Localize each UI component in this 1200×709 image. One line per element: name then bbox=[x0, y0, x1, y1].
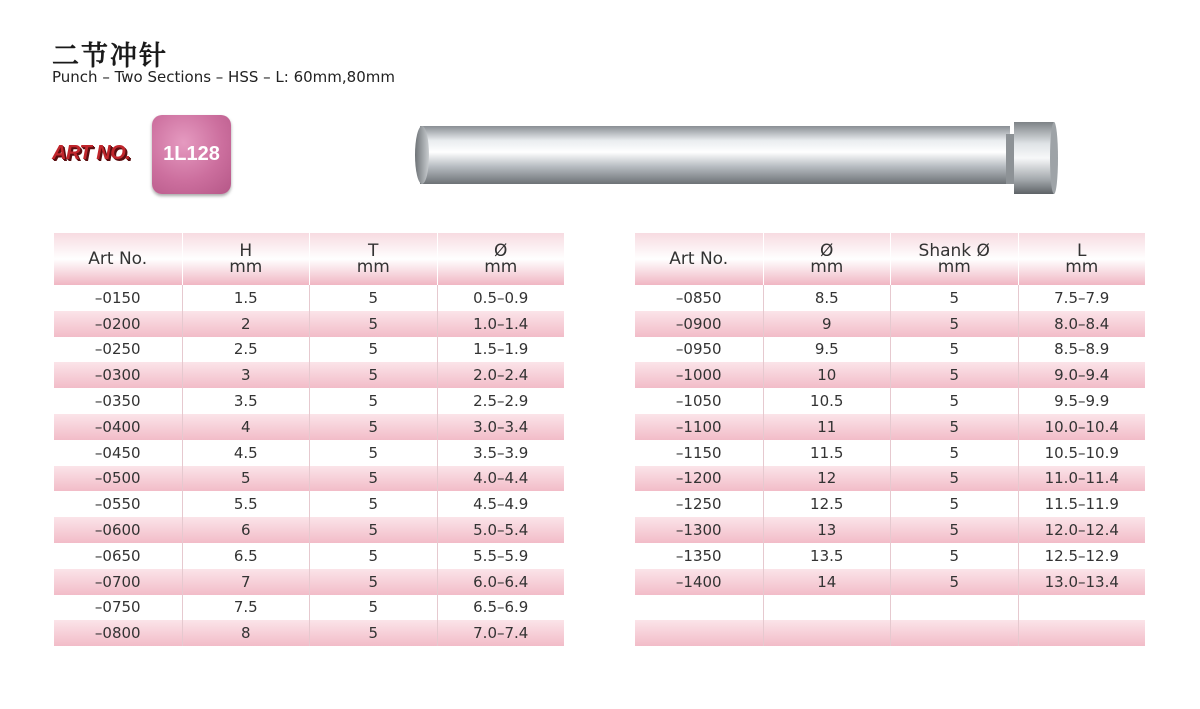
header-l: L mm bbox=[1018, 233, 1146, 285]
table-row bbox=[635, 362, 1145, 388]
header-art-no: Art No. bbox=[635, 233, 763, 285]
art-number-badge bbox=[152, 115, 231, 194]
table-row bbox=[54, 543, 564, 569]
table-cell: 7 bbox=[182, 569, 310, 595]
table-cell: –0950 bbox=[635, 337, 763, 363]
table-cell: 3.5 bbox=[182, 388, 310, 414]
table-cell bbox=[890, 620, 1018, 646]
table-cell: 6.0–6.4 bbox=[437, 569, 565, 595]
table-cell: 8.0–8.4 bbox=[1018, 311, 1146, 337]
table-cell: 8.5–8.9 bbox=[1018, 337, 1146, 363]
table-row bbox=[635, 491, 1145, 517]
table-cell: –0850 bbox=[635, 285, 763, 311]
page-subtitle: Punch – Two Sections – HSS – L: 60mm,80mm bbox=[52, 68, 395, 86]
header-t: T mm bbox=[309, 233, 437, 285]
table-cell: 10.5–10.9 bbox=[1018, 440, 1146, 466]
table-cell: 5.0–5.4 bbox=[437, 517, 565, 543]
table-row bbox=[635, 620, 1145, 646]
table-row bbox=[54, 569, 564, 595]
table-row bbox=[54, 595, 564, 621]
table-cell: 1.0–1.4 bbox=[437, 311, 565, 337]
table-header-row bbox=[635, 233, 1145, 285]
table-cell: –0300 bbox=[54, 362, 182, 388]
header-h: H mm bbox=[182, 233, 310, 285]
table-cell: 5 bbox=[309, 285, 437, 311]
table-cell: 2 bbox=[182, 311, 310, 337]
table-cell: 5 bbox=[890, 569, 1018, 595]
table-cell: 3 bbox=[182, 362, 310, 388]
table-cell: 3.0–3.4 bbox=[437, 414, 565, 440]
table-cell: 11 bbox=[763, 414, 891, 440]
table-cell: –0400 bbox=[54, 414, 182, 440]
table-cell: –0150 bbox=[54, 285, 182, 311]
punch-head-end bbox=[1050, 122, 1058, 194]
table-cell: 8.5 bbox=[763, 285, 891, 311]
table-cell: 5 bbox=[309, 569, 437, 595]
table-row bbox=[635, 388, 1145, 414]
table-cell: 4.5 bbox=[182, 440, 310, 466]
table-cell: –0650 bbox=[54, 543, 182, 569]
table-cell: 5 bbox=[309, 595, 437, 621]
table-row bbox=[54, 414, 564, 440]
table-cell: 2.0–2.4 bbox=[437, 362, 565, 388]
table-cell: 11.5 bbox=[763, 440, 891, 466]
table-cell: 6 bbox=[182, 517, 310, 543]
table-cell: 6.5 bbox=[182, 543, 310, 569]
table-cell: 9.5 bbox=[763, 337, 891, 363]
table-cell bbox=[635, 595, 763, 621]
table-cell: 5 bbox=[890, 337, 1018, 363]
table-cell: 13 bbox=[763, 517, 891, 543]
table-cell: 5 bbox=[890, 414, 1018, 440]
table-cell: 9.5–9.9 bbox=[1018, 388, 1146, 414]
table-cell: 9 bbox=[763, 311, 891, 337]
table-cell: 5 bbox=[309, 414, 437, 440]
table-cell: 5.5 bbox=[182, 491, 310, 517]
table-cell: 5 bbox=[309, 337, 437, 363]
table-cell: –0750 bbox=[54, 595, 182, 621]
table-cell: 5 bbox=[890, 362, 1018, 388]
punch-head bbox=[1014, 122, 1054, 194]
table-row bbox=[54, 337, 564, 363]
table-cell: 8 bbox=[182, 620, 310, 646]
table-row bbox=[54, 491, 564, 517]
table-cell: –0600 bbox=[54, 517, 182, 543]
table-cell: –1150 bbox=[635, 440, 763, 466]
table-header-row bbox=[54, 233, 564, 285]
table-cell: –1400 bbox=[635, 569, 763, 595]
table-row bbox=[635, 466, 1145, 492]
table-row bbox=[54, 311, 564, 337]
table-row bbox=[635, 595, 1145, 621]
table-cell bbox=[635, 620, 763, 646]
table-cell: 3.5–3.9 bbox=[437, 440, 565, 466]
table-row bbox=[54, 388, 564, 414]
table-cell: 4.5–4.9 bbox=[437, 491, 565, 517]
table-cell: 14 bbox=[763, 569, 891, 595]
table-cell: 12.5–12.9 bbox=[1018, 543, 1146, 569]
table-cell: 2.5–2.9 bbox=[437, 388, 565, 414]
table-cell: 5 bbox=[890, 440, 1018, 466]
table-cell: 5 bbox=[890, 466, 1018, 492]
table-cell: –1250 bbox=[635, 491, 763, 517]
table-cell: 4.0–4.4 bbox=[437, 466, 565, 492]
table-row bbox=[54, 517, 564, 543]
table-row bbox=[635, 517, 1145, 543]
table-cell: 12.5 bbox=[763, 491, 891, 517]
table-cell: 9.0–9.4 bbox=[1018, 362, 1146, 388]
table-row bbox=[54, 362, 564, 388]
table-cell bbox=[1018, 620, 1146, 646]
table-cell: 13.0–13.4 bbox=[1018, 569, 1146, 595]
table-cell bbox=[890, 595, 1018, 621]
table-cell: 5 bbox=[309, 620, 437, 646]
table-cell: 12.0–12.4 bbox=[1018, 517, 1146, 543]
punch-shaft bbox=[420, 126, 1010, 184]
table-cell: 1.5–1.9 bbox=[437, 337, 565, 363]
table-cell: 13.5 bbox=[763, 543, 891, 569]
header-diameter: Ø mm bbox=[763, 233, 891, 285]
table-cell: 7.0–7.4 bbox=[437, 620, 565, 646]
table-cell: 7.5–7.9 bbox=[1018, 285, 1146, 311]
table-cell: –0500 bbox=[54, 466, 182, 492]
table-cell: 10.0–10.4 bbox=[1018, 414, 1146, 440]
table-cell: 5 bbox=[309, 362, 437, 388]
table-row bbox=[635, 440, 1145, 466]
table-cell: 5 bbox=[890, 388, 1018, 414]
table-cell: 2.5 bbox=[182, 337, 310, 363]
table-cell: –1100 bbox=[635, 414, 763, 440]
table-cell: –0250 bbox=[54, 337, 182, 363]
table-cell: 5 bbox=[890, 285, 1018, 311]
table-cell: 5 bbox=[182, 466, 310, 492]
table-row bbox=[54, 440, 564, 466]
table-row bbox=[635, 543, 1145, 569]
art-number-text: 1L128 bbox=[163, 143, 220, 165]
table-cell: 1.5 bbox=[182, 285, 310, 311]
table-row bbox=[635, 337, 1145, 363]
table-row bbox=[54, 285, 564, 311]
table-cell bbox=[763, 620, 891, 646]
table-cell: 12 bbox=[763, 466, 891, 492]
table-cell: 11.0–11.4 bbox=[1018, 466, 1146, 492]
table-cell: 5 bbox=[309, 388, 437, 414]
right-spec-table bbox=[635, 233, 1145, 646]
table-cell: 5 bbox=[890, 311, 1018, 337]
left-spec-table bbox=[54, 233, 564, 646]
table-cell: 4 bbox=[182, 414, 310, 440]
table-cell: 5.5–5.9 bbox=[437, 543, 565, 569]
table-cell: –0700 bbox=[54, 569, 182, 595]
table-cell: –1050 bbox=[635, 388, 763, 414]
table-cell: –0900 bbox=[635, 311, 763, 337]
table-row bbox=[54, 620, 564, 646]
table-cell: –1300 bbox=[635, 517, 763, 543]
table-cell: 5 bbox=[309, 466, 437, 492]
header-diameter: Ø mm bbox=[437, 233, 565, 285]
table-cell: –1200 bbox=[635, 466, 763, 492]
table-cell: 0.5–0.9 bbox=[437, 285, 565, 311]
table-cell: –1000 bbox=[635, 362, 763, 388]
art-no-label: ART NO. bbox=[52, 142, 131, 164]
table-row bbox=[635, 569, 1145, 595]
header-shank-diameter: Shank Ø mm bbox=[890, 233, 1018, 285]
table-cell: –0450 bbox=[54, 440, 182, 466]
table-cell: 5 bbox=[890, 543, 1018, 569]
header-art-no: Art No. bbox=[54, 233, 182, 285]
table-cell: 5 bbox=[309, 543, 437, 569]
table-cell: 5 bbox=[890, 491, 1018, 517]
table-cell: 10 bbox=[763, 362, 891, 388]
table-cell bbox=[1018, 595, 1146, 621]
punch-tip bbox=[415, 126, 429, 184]
table-cell: 5 bbox=[309, 517, 437, 543]
table-cell: 5 bbox=[309, 311, 437, 337]
table-cell: 10.5 bbox=[763, 388, 891, 414]
table-row bbox=[635, 414, 1145, 440]
table-cell bbox=[763, 595, 891, 621]
table-cell: 7.5 bbox=[182, 595, 310, 621]
table-cell: 5 bbox=[309, 491, 437, 517]
punch-product-image bbox=[410, 112, 1060, 202]
table-cell: –0550 bbox=[54, 491, 182, 517]
table-cell: –1350 bbox=[635, 543, 763, 569]
table-cell: –0200 bbox=[54, 311, 182, 337]
table-cell: 5 bbox=[890, 517, 1018, 543]
table-cell: –0350 bbox=[54, 388, 182, 414]
table-cell: 6.5–6.9 bbox=[437, 595, 565, 621]
page-title-chinese: 二节冲针 bbox=[52, 41, 168, 72]
table-cell: –0800 bbox=[54, 620, 182, 646]
table-row bbox=[635, 311, 1145, 337]
table-cell: 11.5–11.9 bbox=[1018, 491, 1146, 517]
table-row bbox=[635, 285, 1145, 311]
table-cell: 5 bbox=[309, 440, 437, 466]
table-row bbox=[54, 466, 564, 492]
